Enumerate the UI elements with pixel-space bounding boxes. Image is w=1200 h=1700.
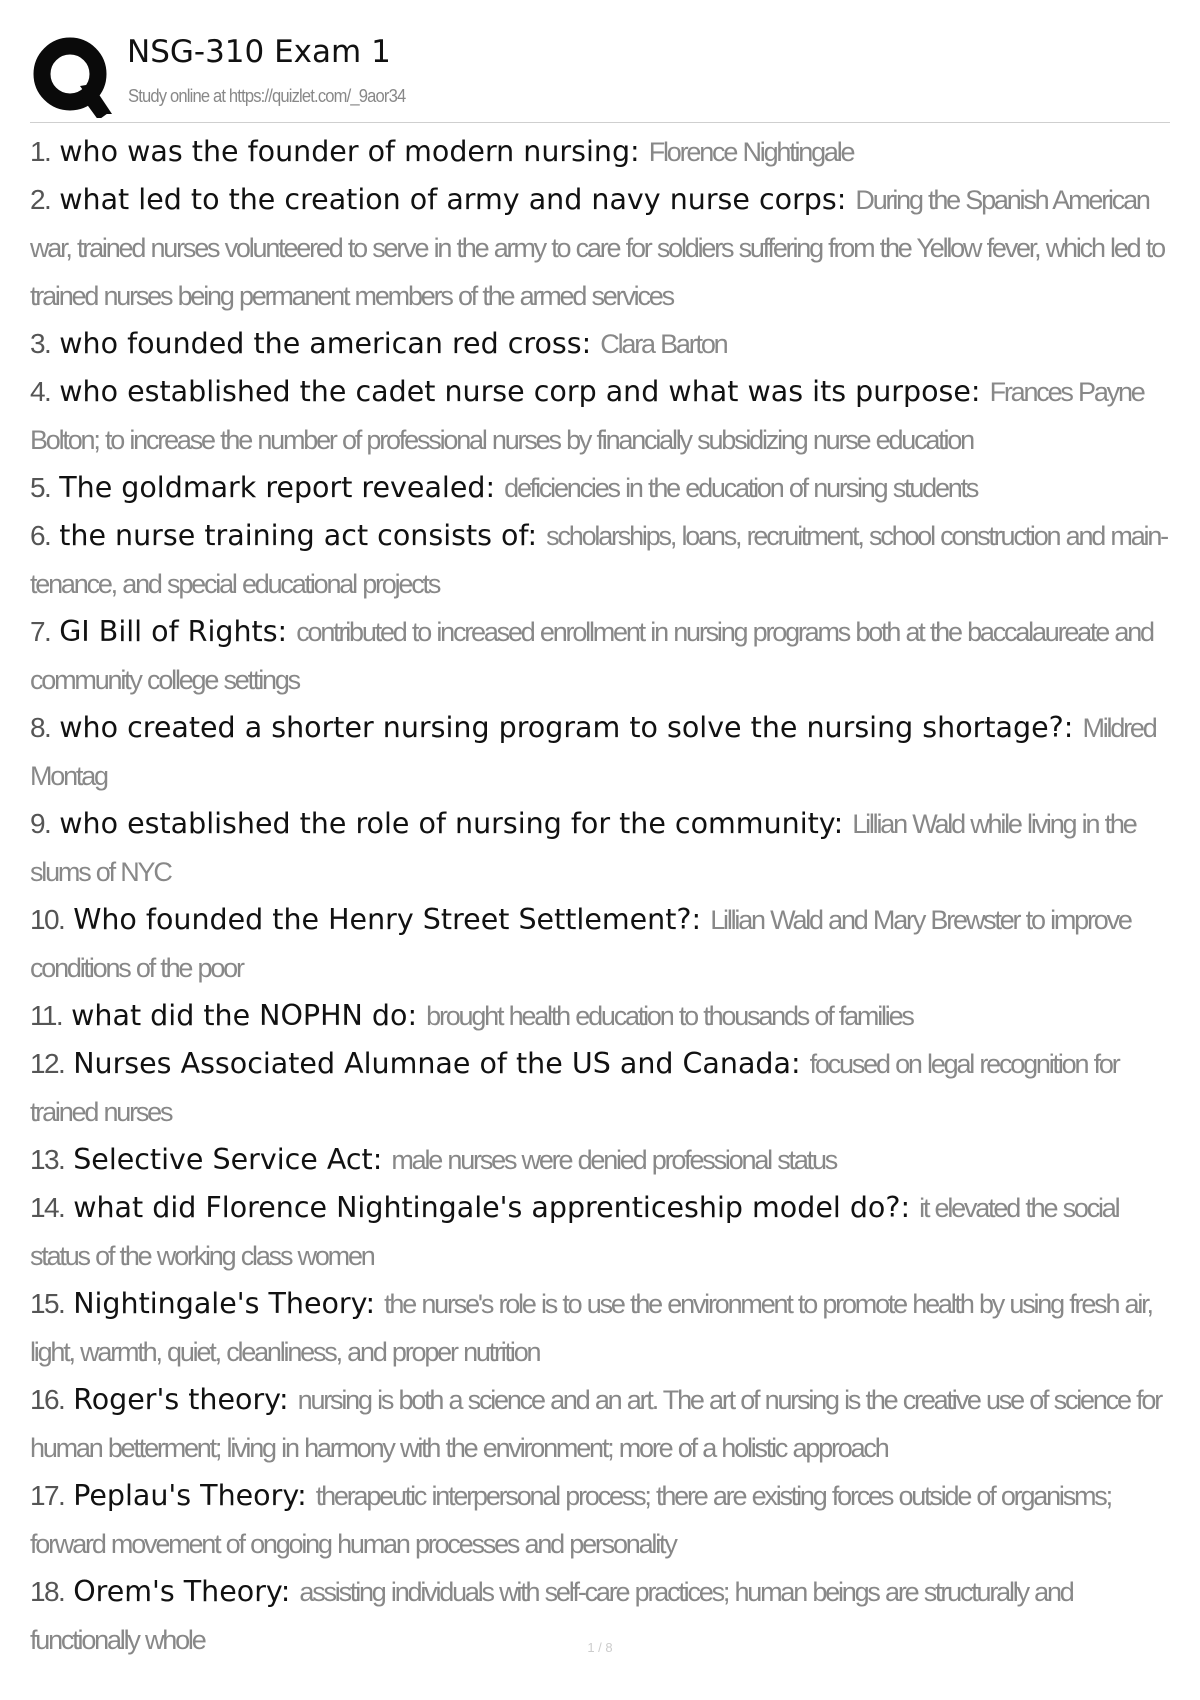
card-number: 2.	[30, 184, 51, 215]
card-number: 7.	[30, 616, 51, 647]
page-number: 1 / 8	[587, 1640, 613, 1655]
card-term: who created a shorter nursing program to solve the nursing shortage?:	[59, 711, 1074, 744]
flashcard-item	[30, 1472, 1180, 1568]
flashcard-item	[30, 368, 1180, 464]
card-definition: contributed to increased enrollment in nursing programs both at the baccalaureate and community college settings	[30, 617, 1153, 695]
card-term: the nurse training act consists of:	[59, 519, 538, 552]
card-term: who established the role of nursing for the community:	[59, 807, 844, 840]
flashcard-list	[30, 128, 1180, 1664]
flashcard-item	[30, 608, 1180, 704]
document-subtitle: Study online at https://quizlet.com/_9aor34	[128, 86, 406, 106]
card-definition: the nurse's role is to use the environment to promote health by using fresh air, light, warmth, quiet, cleanliness, and proper nutrition	[30, 1289, 1152, 1367]
card-definition: male nurses were denied professional status	[391, 1145, 837, 1175]
card-term: what did the NOPHN do:	[71, 999, 418, 1032]
flashcard-item	[30, 704, 1180, 800]
card-term: The goldmark report revealed:	[59, 471, 496, 504]
card-definition: Mildred Montag	[30, 713, 1156, 791]
card-number: 13.	[30, 1144, 65, 1175]
card-term: who founded the american red cross:	[59, 327, 592, 360]
card-number: 8.	[30, 712, 51, 743]
card-definition: Clara Barton	[600, 329, 727, 359]
card-number: 6.	[30, 520, 51, 551]
card-definition: During the Spanish American war, trained nurses volunteered to serve in the army to care for soldiers suffering from the Yellow fever, which led to trained nurses being permanent members of the armed services	[30, 185, 1164, 311]
card-definition: brought health education to thousands of families	[426, 1001, 913, 1031]
flashcard-item	[30, 320, 1180, 368]
card-definition: Frances Payne Bolton; to increase the number of professional nurses by financially subsidizing nurse education	[30, 377, 1144, 455]
card-definition: assisting individuals with self-care practices; human beings are structurally and functionally whole	[30, 1577, 1073, 1655]
card-term: who was the founder of modern nursing:	[59, 135, 640, 168]
card-definition: Lillian Wald and Mary Brewster to improve conditions of the poor	[30, 905, 1131, 983]
flashcard-item	[30, 128, 1180, 176]
quizlet-q-logo-icon	[30, 34, 114, 118]
flashcard-item	[30, 464, 1180, 512]
card-number: 9.	[30, 808, 51, 839]
card-number: 16.	[30, 1384, 65, 1415]
flashcard-item	[30, 512, 1180, 608]
card-term: Selective Service Act:	[73, 1143, 383, 1176]
card-term: what did Florence Nightingale's apprenticeship model do?:	[73, 1191, 911, 1224]
flashcard-item	[30, 176, 1180, 320]
card-term: Roger's theory:	[73, 1383, 289, 1416]
card-definition: therapeutic interpersonal process; there are existing forces outside of organisms; forward movement of ongoing human processes and personality	[30, 1481, 1111, 1559]
flashcard-item	[30, 992, 1180, 1040]
flashcard-item	[30, 1136, 1180, 1184]
flashcard-item	[30, 800, 1180, 896]
card-definition: deficiencies in the education of nursing students	[504, 473, 978, 503]
card-number: 12.	[30, 1048, 65, 1079]
card-term: Orem's Theory:	[73, 1575, 291, 1608]
card-term: Peplau's Theory:	[73, 1479, 307, 1512]
card-definition: it elevated the social status of the working class women	[30, 1193, 1119, 1271]
card-definition: scholarships, loans, recruitment, school construction and main-tenance, and special educational projects	[30, 521, 1167, 599]
card-term: Nurses Associated Alumnae of the US and Canada:	[73, 1047, 801, 1080]
card-number: 1.	[30, 136, 51, 167]
card-number: 15.	[30, 1288, 65, 1319]
card-number: 11.	[30, 1000, 63, 1031]
card-number: 18.	[30, 1576, 65, 1607]
flashcard-item	[30, 1040, 1180, 1136]
card-definition: focused on legal recognition for trained nurses	[30, 1049, 1119, 1127]
card-term: Who founded the Henry Street Settlement?:	[73, 903, 702, 936]
card-term: Nightingale's Theory:	[73, 1287, 376, 1320]
card-number: 14.	[30, 1192, 65, 1223]
document-title: NSG-310 Exam 1	[127, 34, 391, 70]
card-definition: Lillian Wald while living in the slums of NYC	[30, 809, 1136, 887]
card-term: who established the cadet nurse corp and what was its purpose:	[59, 375, 981, 408]
card-definition: Florence Nightingale	[648, 137, 854, 167]
card-term: GI Bill of Rights:	[59, 615, 288, 648]
card-definition: nursing is both a science and an art. The art of nursing is the creative use of science for human betterment; living in harmony with the environment; more of a holistic approach	[30, 1385, 1162, 1463]
flashcard-item	[30, 896, 1180, 992]
card-number: 10.	[30, 904, 65, 935]
flashcard-item	[30, 1280, 1180, 1376]
card-term: what led to the creation of army and navy nurse corps:	[59, 183, 847, 216]
card-number: 3.	[30, 328, 51, 359]
flashcard-item	[30, 1184, 1180, 1280]
card-number: 4.	[30, 376, 51, 407]
flashcard-item	[30, 1376, 1180, 1472]
document-header	[30, 26, 1170, 123]
card-number: 5.	[30, 472, 51, 503]
card-number: 17.	[30, 1480, 65, 1511]
